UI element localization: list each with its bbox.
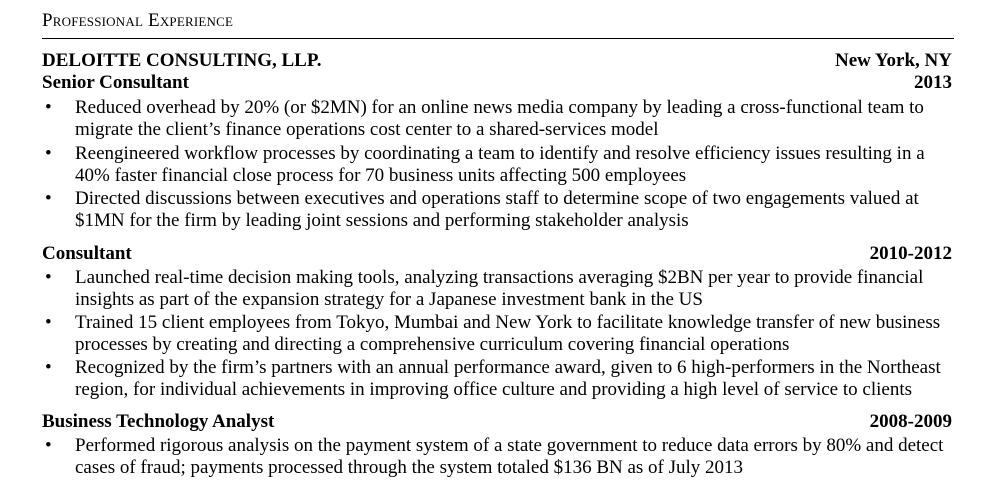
section-title: Professional Experience xyxy=(42,10,234,31)
bullet-line: $1MN for the firm by leading joint sessions and performing stakeholder analysis xyxy=(75,210,689,231)
bullet-line: Recognized by the firm’s partners with an annual performance award, given to 6 high-performers in the Northeast xyxy=(75,357,941,378)
bullet-icon: • xyxy=(45,435,52,456)
bullet-line: migrate the client’s finance operations cost center to a shared-services model xyxy=(75,119,659,140)
role-dates: 2013 xyxy=(914,72,952,93)
bullet-icon: • xyxy=(45,143,52,164)
section-divider xyxy=(42,38,954,39)
bullet-text xyxy=(75,312,945,356)
bullet-text xyxy=(75,357,945,401)
bullet-line: cases of fraud; payments processed through the system totaled $136 BN as of July 2013 xyxy=(75,457,744,478)
bullet-line: Launched real-time decision making tools, analyzing transactions averaging $2BN per year to provide financial xyxy=(75,267,924,288)
bullet-icon: • xyxy=(45,357,52,378)
bullet-icon: • xyxy=(45,267,52,288)
bullet-line: 40% faster financial close process for 70 business units affecting 500 employees xyxy=(75,165,687,186)
bullet-text xyxy=(75,188,945,232)
role-title: Business Technology Analyst xyxy=(42,411,275,432)
role-dates: 2010-2012 xyxy=(869,243,952,264)
bullet-text xyxy=(75,97,945,141)
company-location: New York, NY xyxy=(835,50,952,71)
bullet-line: Reengineered workflow processes by coordinating a team to identify and resolve efficiency issues resulting in a xyxy=(75,143,925,164)
role-title: Senior Consultant xyxy=(42,72,189,93)
bullet-text xyxy=(75,435,945,479)
bullet-line: insights as part of the expansion strategy for a Japanese investment bank in the US xyxy=(75,289,703,310)
bullet-line: processes by creating and directing a comprehensive curriculum covering financial operations xyxy=(75,334,790,355)
bullet-line: region, for individual achievements in improving office culture and providing a high level of service to clients xyxy=(75,379,912,400)
bullet-icon: • xyxy=(45,188,52,209)
bullet-icon: • xyxy=(45,312,52,333)
bullet-line: Performed rigorous analysis on the payment system of a state government to reduce data errors by 80% and detect xyxy=(75,435,944,456)
bullet-text xyxy=(75,267,945,311)
bullet-line: Directed discussions between executives and operations staff to determine scope of two engagements valued at xyxy=(75,188,919,209)
role-title: Consultant xyxy=(42,243,132,264)
role-dates: 2008-2009 xyxy=(869,411,952,432)
bullet-text xyxy=(75,143,945,187)
bullet-line: Reduced overhead by 20% (or $2MN) for an online news media company by leading a cross-functional team to xyxy=(75,97,924,118)
company-name: DELOITTE CONSULTING, LLP. xyxy=(42,50,322,71)
bullet-line: Trained 15 client employees from Tokyo, Mumbai and New York to facilitate knowledge transfer of new business xyxy=(75,312,941,333)
bullet-icon: • xyxy=(45,97,52,118)
